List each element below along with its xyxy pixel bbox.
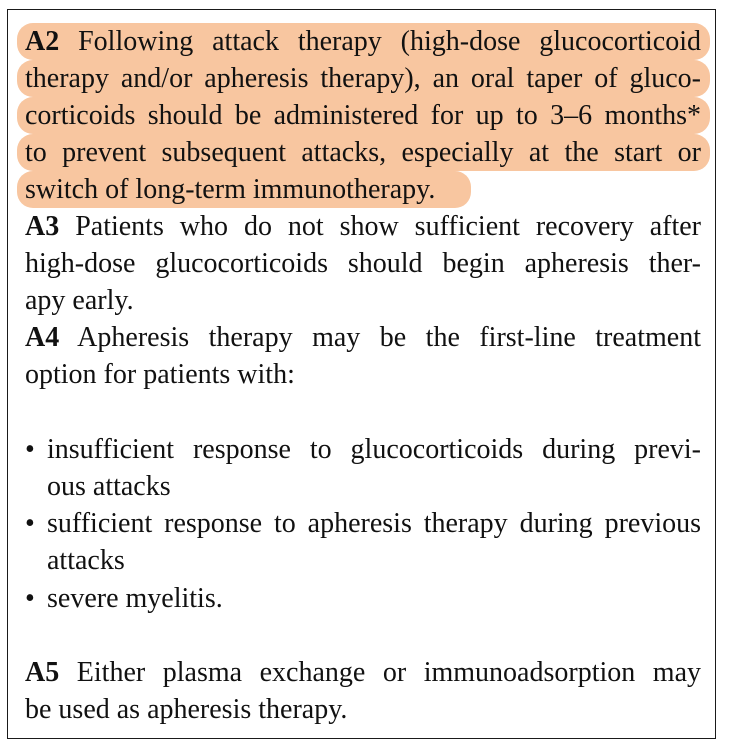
a3-line-3: apy early. [25,285,134,316]
bullet-text: insufficient response to glucocorticoids during previ- [47,434,701,465]
a3-line-2: high-dose glucocorticoids should begin apheresis ther- [25,248,701,279]
bullet-item-1 [25,431,701,468]
a3-text: Patients who do not show sufficient recovery after [75,211,702,242]
a2-line-1 [25,23,701,60]
bullet-item-2 [25,505,701,542]
a2-tag: A2 [25,26,60,57]
a4-text: Apheresis therapy may be the first-line treatment [77,322,701,353]
bullet-text: sufficient response to apheresis therapy during previous [47,508,701,539]
bullet-icon: • [25,508,35,539]
a5-tag: A5 [25,657,60,688]
a2-line-5: switch of long-term immunotherapy. [25,174,436,205]
bullet-item-1-cont: ous attacks [47,471,171,502]
a2-line-2: therapy and/or apheresis therapy), an oral taper of gluco- [25,63,701,94]
a2-text: Following attack therapy (high-dose glucocorticoid [78,26,701,57]
bullet-item-2-cont: attacks [47,545,125,576]
a2-line-4: to prevent subsequent attacks, especially at the start or [25,137,701,168]
a4-line-1 [25,319,701,356]
a5-line-2: be used as apheresis therapy. [25,694,348,725]
a4-tag: A4 [25,322,60,353]
a3-line-1 [25,208,701,245]
bullet-icon: • [25,434,35,465]
a5-text: Either plasma exchange or immunoadsorption may [76,657,702,688]
a5-line-1 [25,654,701,691]
a3-tag: A3 [25,211,60,242]
a4-line-2: option for patients with: [25,359,295,390]
bullet-icon: • [25,583,35,614]
bullet-item-3 [25,580,223,617]
bullet-text: severe myelitis. [47,583,223,614]
a2-line-3: corticoids should be administered for up to 3–6 months* [25,100,701,131]
